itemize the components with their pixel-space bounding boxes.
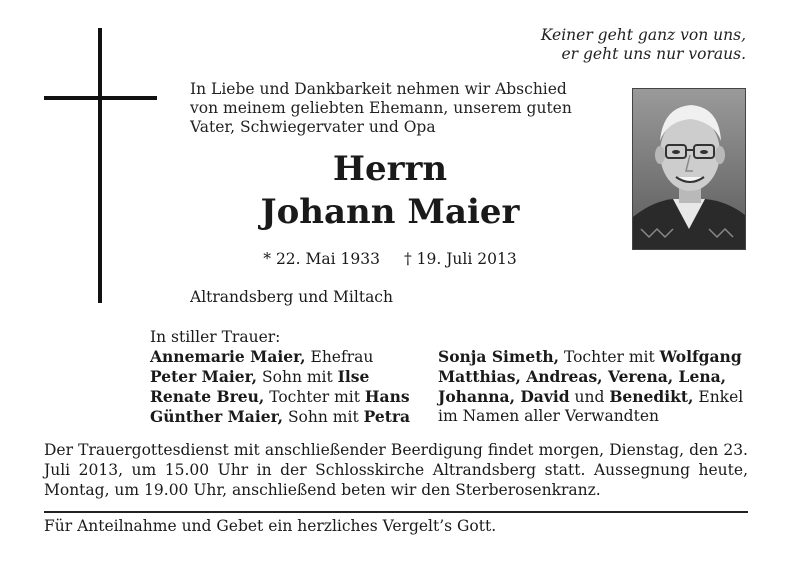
cross-icon — [98, 28, 102, 303]
mourner-name: Peter Maier, — [150, 367, 258, 386]
mourner-partner: Hans — [364, 387, 410, 406]
intro-text — [190, 80, 610, 137]
conjunction: und — [569, 388, 610, 406]
service-info: Der Trauergottesdienst mit anschließender Beerdigung findet morgen, Dienstag, den 23. Juli 2013, um 15.00 Uhr in der Schlosskirche Altrandsberg statt. Aussegnung heute, Montag, um 19.00 Uhr, anschließend beten wir den Sterberosenkranz. — [44, 441, 748, 499]
salutation: Herrn — [332, 149, 448, 189]
mourner-line — [438, 367, 750, 387]
intro-line: In Liebe und Dankbarkeit nehmen wir Abschied — [190, 80, 567, 98]
deceased-name: Johann Maier — [260, 192, 520, 232]
mourner-relation: Tochter mit — [559, 348, 660, 366]
mourner-name: Günther Maier, — [150, 407, 284, 426]
motto — [541, 26, 746, 64]
birth-date: * 22. Mai 1933 — [263, 250, 380, 268]
thanks-line: Für Anteilnahme und Gebet ein herzliches Vergelt’s Gott. — [44, 517, 497, 535]
mourner-relation: Ehefrau — [305, 348, 374, 366]
mourners-heading: In stiller Trauer: — [150, 328, 281, 346]
mourner-relation: Enkel — [693, 388, 744, 406]
mourner-partner: Wolfgang — [659, 347, 742, 366]
intro-line: Vater, Schwiegervater und Opa — [190, 118, 436, 136]
portrait-photo — [632, 88, 746, 250]
cross-icon-bar — [44, 96, 157, 100]
mourner-partner: Ilse — [337, 367, 370, 386]
deceased-name-block — [190, 150, 590, 232]
mourner-partner: Petra — [363, 407, 411, 426]
place: Altrandsberg und Miltach — [190, 288, 393, 306]
mourners-section — [150, 328, 750, 427]
motto-line: Keiner geht ganz von uns, — [540, 26, 746, 44]
divider — [44, 511, 748, 513]
grandchildren-names: Johanna, David — [438, 387, 570, 406]
grandchildren-names: Benedikt, — [609, 387, 694, 406]
mourners-right-column — [438, 347, 750, 427]
intro-line: von meinem geliebten Ehemann, unserem guten — [190, 99, 572, 117]
mourner-name: Annemarie Maier, — [150, 347, 306, 366]
mourner-relation: Sohn mit — [257, 368, 338, 386]
mourner-name: Renate Breu, — [150, 387, 265, 406]
mourner-name: Sonja Simeth, — [438, 347, 560, 366]
grandchildren-names: Matthias, Andreas, Verena, Lena, — [438, 367, 727, 386]
mourner-line — [150, 407, 438, 427]
portrait-image — [633, 89, 745, 249]
mourner-relation: Tochter mit — [264, 388, 365, 406]
mourners-left-column — [150, 347, 438, 427]
mourner-relation: Sohn mit — [283, 408, 364, 426]
mourner-line: im Namen aller Verwandten — [438, 407, 659, 425]
life-dates — [190, 250, 590, 269]
mourner-line — [438, 347, 750, 367]
mourner-line — [150, 387, 438, 407]
death-date: † 19. Juli 2013 — [403, 250, 517, 268]
motto-line: er geht uns nur voraus. — [561, 45, 746, 63]
mourner-line — [438, 387, 750, 407]
mourner-line — [150, 367, 438, 387]
mourner-line — [150, 347, 438, 367]
